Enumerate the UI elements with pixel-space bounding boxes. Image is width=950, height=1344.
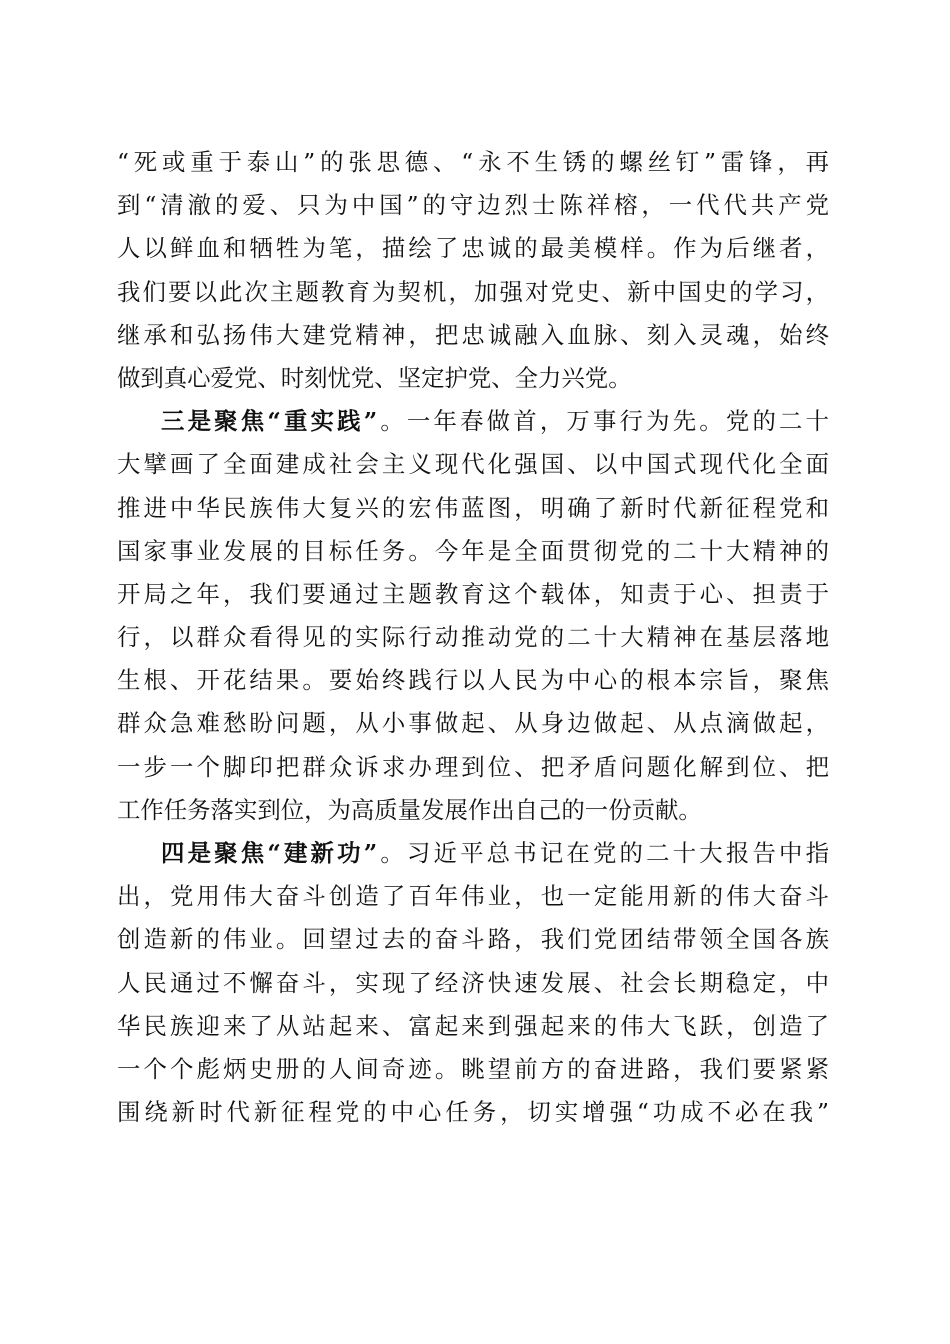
text-run: 。习近平总书记在党的二十大报告中指: [377, 839, 829, 867]
section-heading: 四是聚焦“建新功”: [161, 839, 378, 867]
text-line: 国家事业发展的目标任务。今年是全面贯彻党的二十大精神的: [117, 536, 829, 565]
paragraph-focus-practice: [117, 400, 829, 832]
text-line: 一个个彪炳史册的人间奇迹。眺望前方的奋进路，我们要紧紧: [117, 1054, 829, 1083]
text-line: 人以鲜血和牺牲为笔，描绘了忠诚的最美模样。作为后继者，: [117, 234, 829, 263]
paragraph-continuation: [117, 141, 829, 400]
text-line: 群众急难愁盼问题，从小事做起、从身边做起、从点滴做起，: [117, 709, 829, 738]
text-line: 推进中华民族伟大复兴的宏伟蓝图，明确了新时代新征程党和: [117, 493, 829, 522]
text-line: “死或重于泰山”的张思德、“永不生锈的螺丝钉”雷锋，再: [117, 148, 829, 176]
document-page: [117, 141, 829, 1134]
text-line: 出，党用伟大奋斗创造了百年伟业，也一定能用新的伟大奋斗: [117, 882, 829, 911]
text-line: 人民通过不懈奋斗，实现了经济快速发展、社会长期稳定，中: [117, 968, 829, 997]
text-line: 到“清澈的爱、只为中国”的守边烈士陈祥榕，一代代共产党: [117, 191, 829, 220]
paragraph-first-line: [117, 400, 829, 443]
paragraph-focus-new-achievements: [117, 832, 829, 1134]
text-line: 生根、开花结果。要始终践行以人民为中心的根本宗旨，聚焦: [117, 666, 829, 695]
text-line: 行，以群众看得见的实际行动推动党的二十大精神在基层落地: [117, 623, 829, 652]
paragraph-first-line: [117, 832, 829, 875]
text-line: 大擘画了全面建成社会主义现代化强国、以中国式现代化全面: [117, 450, 829, 479]
section-heading: 三是聚焦“重实践”: [161, 407, 378, 436]
text-line: 一步一个脚印把群众诉求办理到位、把矛盾问题化解到位、把: [117, 752, 829, 781]
text-line: 工作任务落实到位，为高质量发展作出自己的一份贡献。: [117, 795, 702, 824]
text-line: 围绕新时代新征程党的中心任务，切实增强“功成不必在我”: [117, 1098, 829, 1127]
text-line: 继承和弘扬伟大建党精神，把忠诚融入血脉、刻入灵魂，始终: [117, 320, 829, 349]
text-line: 做到真心爱党、时刻忧党、坚定护党、全力兴党。: [117, 363, 632, 392]
text-run: 。一年春做首，万事行为先。党的二十: [377, 407, 829, 436]
text-line: 开局之年，我们要通过主题教育这个载体，知责于心、担责于: [117, 579, 829, 608]
text-line: 创造新的伟业。回望过去的奋斗路，我们党团结带领全国各族: [117, 925, 829, 954]
text-line: 我们要以此次主题教育为契机，加强对党史、新中国史的学习，: [117, 277, 829, 306]
text-line: 华民族迎来了从站起来、富起来到强起来的伟大飞跃，创造了: [117, 1011, 829, 1040]
